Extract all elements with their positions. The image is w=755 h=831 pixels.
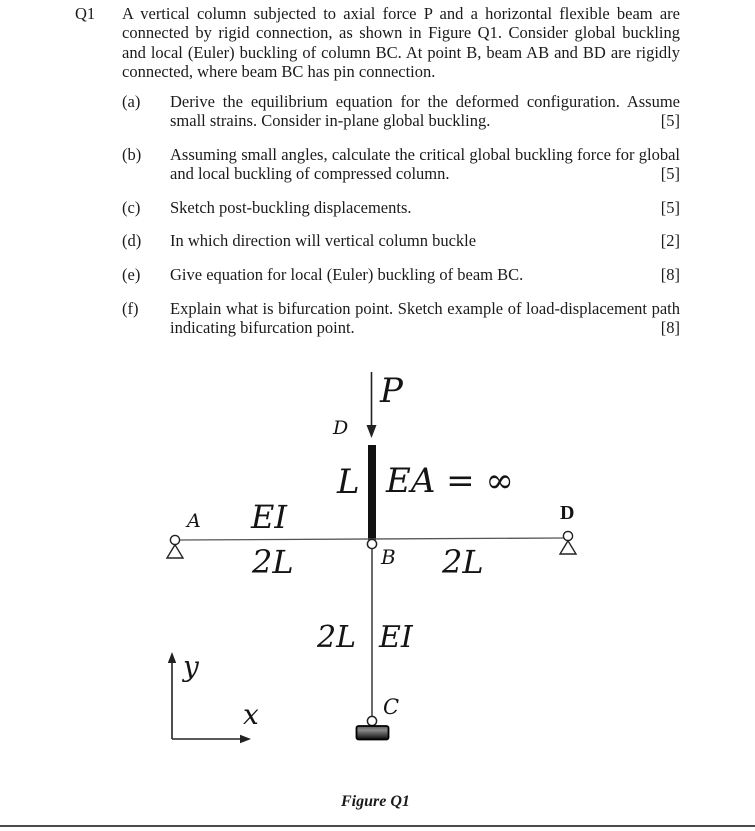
- label-length-l: L: [337, 462, 360, 502]
- label-axial-rigidity: EA = ∞: [386, 461, 514, 501]
- label-beam-ei: EI: [251, 498, 287, 536]
- label-beam-right-length: 2L: [442, 543, 484, 581]
- part-marks: [8]: [660, 265, 680, 284]
- label-node-b: B: [381, 545, 396, 569]
- pin-support-a-icon: [170, 535, 179, 544]
- part-label: (b): [122, 145, 142, 164]
- part-body: Give equation for local (Euler) buckling of beam BC.: [170, 265, 524, 284]
- pin-b-icon: [367, 539, 376, 548]
- question-number: Q1: [75, 4, 96, 23]
- axis-x-arrow-icon: [240, 735, 251, 743]
- part-marks: [5]: [660, 164, 680, 184]
- label-node-a: A: [187, 510, 201, 532]
- part-label: (f): [122, 299, 139, 318]
- part-marks: [8]: [660, 318, 680, 338]
- axis-y-arrow-icon: [168, 652, 176, 663]
- pin-support-d-icon: [563, 531, 572, 540]
- part-label: (c): [122, 198, 141, 217]
- part-body: In which direction will vertical column buckle: [170, 231, 477, 250]
- force-arrow-head: [367, 425, 377, 438]
- pin-support-a-triangle: [167, 545, 183, 558]
- page-divider: [0, 825, 755, 827]
- part-body: Assuming small angles, calculate the critical global buckling force for global and local buckling of compressed column.: [170, 145, 680, 184]
- part-body: Explain what is bifurcation point. Sketch example of load-displacement path indicating bifurcation point.: [170, 299, 680, 338]
- label-force-p: P: [380, 371, 403, 411]
- pin-support-d-triangle: [560, 541, 576, 554]
- part-label: (d): [122, 231, 142, 250]
- label-node-d-top: D: [333, 417, 349, 439]
- pin-c-icon: [367, 716, 376, 725]
- label-node-c: C: [383, 695, 400, 719]
- label-lower-length: 2L: [317, 620, 357, 655]
- figure-caption: Figure Q1: [341, 793, 410, 810]
- column-db-bar: [368, 445, 376, 540]
- label-beam-left-length: 2L: [252, 543, 294, 581]
- base-block-c: [357, 726, 389, 740]
- label-lower-ei: EI: [379, 620, 413, 655]
- part-label: (e): [122, 265, 141, 284]
- part-marks: [5]: [660, 111, 680, 131]
- part-body: Sketch post-buckling displacements.: [170, 198, 412, 217]
- label-node-d-right: D: [560, 502, 575, 524]
- part-body: Derive the equilibrium equation for the deformed configuration. Assume small strains. Consider in-plane global buckling.: [170, 92, 680, 131]
- part-marks: [5]: [660, 198, 680, 217]
- part-label: (a): [122, 92, 141, 111]
- part-marks: [2]: [660, 231, 680, 250]
- label-axis-x: x: [243, 698, 259, 731]
- question-intro: A vertical column subjected to axial force P and a horizontal flexible beam are connected by rigid connection, as shown in Figure Q1. Consider global buckling and local (Euler) buckling of column BC. At point B, beam AB and BD are rigidly connected, where beam BC has pin connection.: [122, 4, 680, 82]
- label-axis-y: y: [183, 650, 199, 683]
